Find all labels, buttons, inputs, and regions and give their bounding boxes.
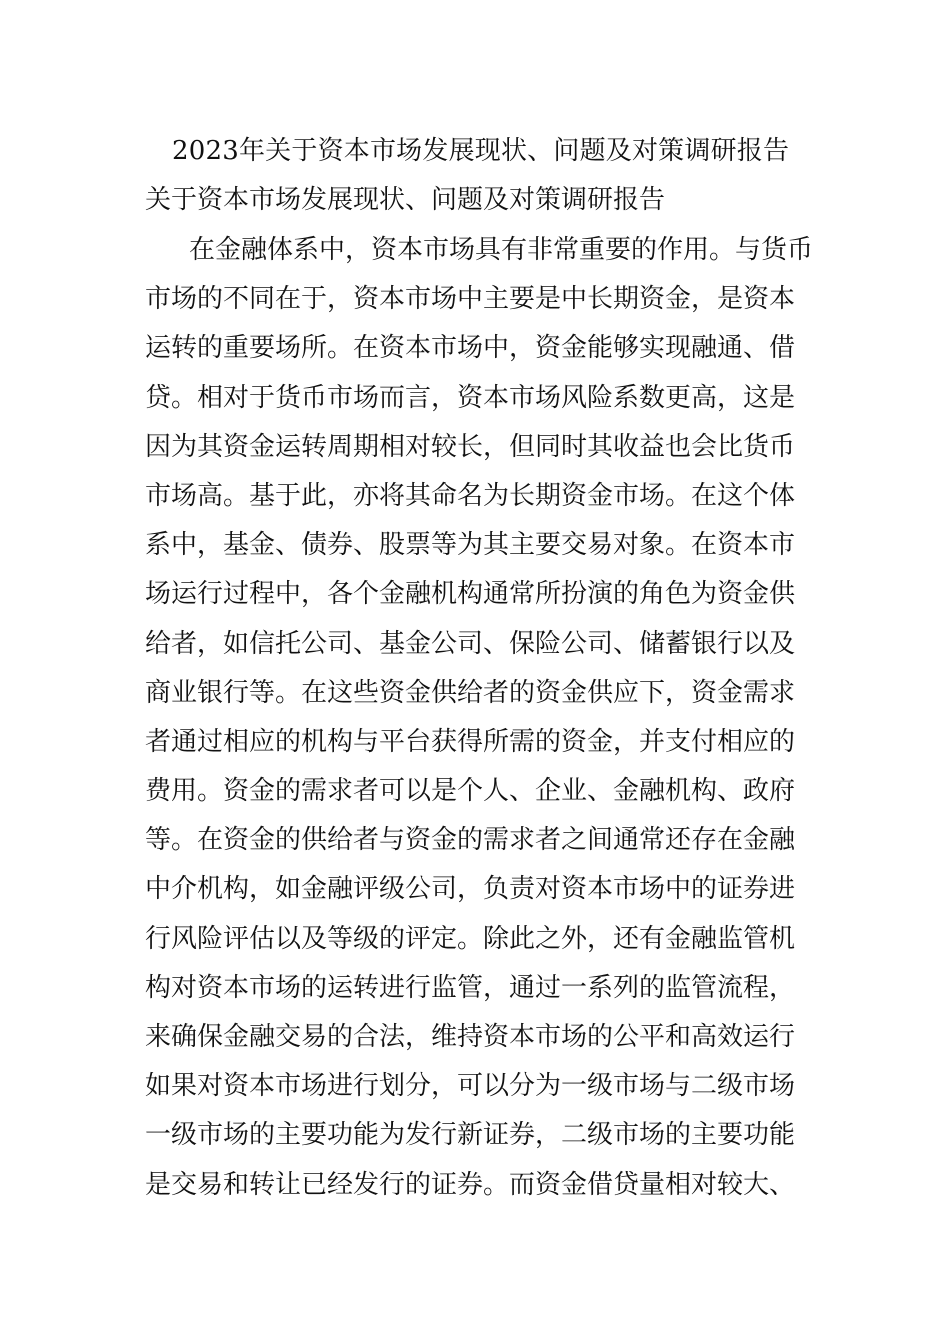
body-line: 费用。资金的需求者可以是个人、企业、金融机构、政府 xyxy=(145,776,796,807)
body-line: 是交易和转让已经发行的证券。而资金借贷量相对较大、 xyxy=(145,1169,796,1200)
document-title: 2023年关于资本市场发展现状、问题及对策调研报告 xyxy=(172,136,790,166)
document-body xyxy=(145,226,825,1210)
body-line: 系中，基金、债券、股票等为其主要交易对象。在资本市 xyxy=(145,530,796,561)
body-line: 中介机构，如金融评级公司，负责对资本市场中的证券进 xyxy=(145,874,796,905)
body-line: 如果对资本市场进行划分，可以分为一级市场与二级市场 xyxy=(145,1071,796,1102)
body-line: 给者，如信托公司、基金公司、保险公司、储蓄银行以及 xyxy=(145,628,796,659)
body-line: 因为其资金运转周期相对较长，但同时其收益也会比货币 xyxy=(145,431,796,462)
body-line: 等。在资金的供给者与资金的需求者之间通常还存在金融 xyxy=(145,825,796,856)
body-line: 构对资本市场的运转进行监管，通过一系列的监管流程， xyxy=(145,972,796,1003)
body-line: 者通过相应的机构与平台获得所需的资金，并支付相应的 xyxy=(145,726,796,757)
body-line: 商业银行等。在这些资金供给者的资金供应下，资金需求 xyxy=(145,677,796,708)
body-line: 贷。相对于货币市场而言，资本市场风险系数更高，这是 xyxy=(145,382,796,413)
body-line: 来确保金融交易的合法，维持资本市场的公平和高效运行 xyxy=(145,1022,796,1052)
body-line: 在金融体系中，资本市场具有非常重要的作用。与货币 xyxy=(189,235,814,265)
body-line: 市场的不同在于，资本市场中主要是中长期资金，是资本 xyxy=(145,284,796,315)
body-line: 市场高。基于此，亦将其命名为长期资金市场。在这个体 xyxy=(145,480,796,511)
document-subtitle: 关于资本市场发展现状、问题及对策调研报告 xyxy=(145,185,666,215)
body-line: 运转的重要场所。在资本市场中，资金能够实现融通、借 xyxy=(145,333,796,364)
body-line: 行风险评估以及等级的评定。除此之外，还有金融监管机 xyxy=(145,923,796,954)
body-line: 场运行过程中，各个金融机构通常所扮演的角色为资金供 xyxy=(145,579,796,610)
body-line: 一级市场的主要功能为发行新证券，二级市场的主要功能 xyxy=(145,1120,796,1151)
